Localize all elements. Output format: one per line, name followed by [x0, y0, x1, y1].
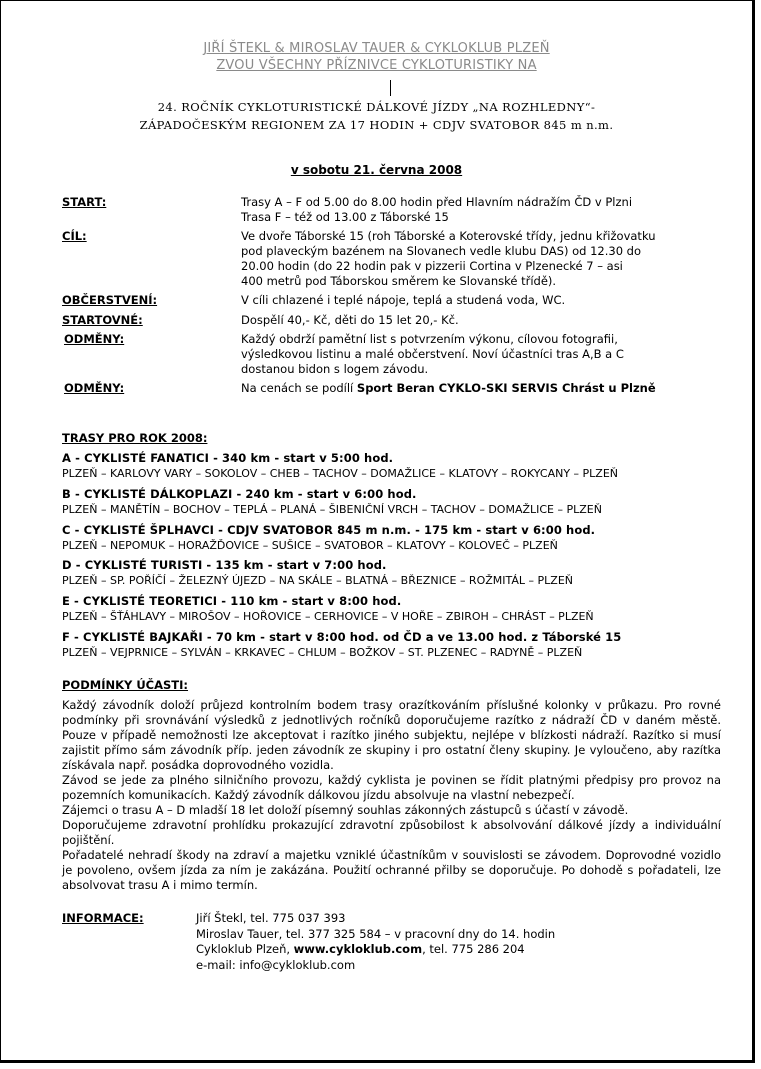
finish-line: pod plaveckým bazénem na Slovanech vedle klubu DAS) od 12.30 do [241, 244, 641, 258]
club-phone: , tel. 775 286 204 [422, 942, 525, 956]
routes-heading: TRASY PRO ROK 2008: [62, 431, 208, 445]
sponsor-prefix: Na cenách se podílí [241, 381, 357, 395]
rewards-line: Každý obdrží pamětní list s potvrzením výkonu, cílovou fotografii, [241, 332, 618, 346]
info-label: INFORMACE: [62, 911, 144, 925]
finish-label: CÍL: [62, 229, 87, 243]
event-date: v sobotu 21. června 2008 [290, 163, 463, 177]
start-label: START: [62, 195, 107, 209]
info-contact-club [196, 942, 555, 958]
route-title: E - CYKLISTÉ TEORETICI - 110 km - start v 8:00 hod. [62, 594, 402, 608]
info-contacts [196, 911, 555, 973]
route-title: B - CYKLISTÉ DÁLKOPLAZI - 240 km - start v 6:00 hod. [62, 487, 417, 501]
refreshment-label: OBČERSTVENÍ: [62, 293, 158, 307]
conditions-paragraph: Každý závodník doloží průjezd kontrolním bodem trasy orazítkováním příslušné kolonky v průkazu. Pro rovné podmínky při srovnávání výsledků z jednotlivých ročníků doporučujeme razítko z nádraží ČD v daném městě. Pouze v případě nemožnosti lze akceptovat i razítko jiného subjektu, nejlépe v blízkosti nádraží. Razítko si musí zajistit přímo sám závodník příp. jeden závodník ze skupiny i pro ostatní členy skupiny. Je vyloučeno, aby razítka získávala např. posádka doprovodného vozidla. [62, 698, 721, 772]
conditions-paragraph: Zájemci o trasu A – D mladší 18 let doloží písemný souhlas zákonných zástupců s účastí v závodě. [62, 803, 629, 817]
finish-line: Ve dvoře Táborské 15 (roh Táborské a Koterovské třídy, jednu křižovatku [241, 229, 656, 243]
finish-line: 400 metrů pod Táborskou směrem ke Slovanské třídě). [241, 274, 557, 288]
header-invitation: ZVOU VŠECHNY PŘÍZNIVCE CYKLOTURISTIKY NA [216, 58, 537, 73]
conditions-body [62, 698, 721, 893]
route-course: PLZEŇ – KARLOVY VARY – SOKOLOV – CHEB – TACHOV – DOMAŽLICE – KLATOVY – ROKYCANY – PLZEŇ [62, 467, 619, 480]
sponsor-name: Sport Beran CYKLO-SKI SERVIS Chrást u Plzně [356, 381, 656, 395]
rewards-value [241, 332, 721, 377]
finish-line: 20.00 hodin (do 22 hodin pak v pizzerii Cortina v Plzenecké 7 – asi [241, 259, 623, 273]
start-line: Trasy A – F od 5.00 do 8.00 hodin před Hlavním nádražím ČD v Plzni [241, 195, 633, 209]
start-line: Trasa F – též od 13.00 z Táborské 15 [241, 210, 449, 224]
route-course: PLZEŇ – VEJPRNICE – SYLVÁN – KRKAVEC – CHLUM – BOŽKOV – ST. PLZENEC – RADYNĚ – PLZEŇ [62, 646, 583, 659]
rewards-label: ODMĚNY: [64, 332, 125, 346]
info-email[interactable]: e-mail: info@cykloklub.com [196, 957, 356, 972]
header-event-title: 24. ROČNÍK CYKLOTURISTICKÉ DÁLKOVÉ JÍZDY „NA ROZHLEDNY“- [157, 100, 596, 114]
route-title: F - CYKLISTÉ BAJKAŘI - 70 km - start v 8:00 hod. od ČD a ve 13.00 hod. z Táborské 15 [62, 630, 622, 644]
route-course: PLZEŇ – MANĚTÍN – BOCHOV – TEPLÁ – PLANÁ – ŠIBENIČNÍ VRCH – TACHOV – DOMAŽLICE – PLZEŇ [62, 503, 602, 516]
text-cursor [390, 80, 391, 96]
conditions-paragraph: Doporučujeme zdravotní prohlídku prokazující zdravotní způsobilost k absolvování dálkové jízdy a individuální pojištění. [62, 818, 721, 847]
route-title: C - CYKLISTÉ ŠPLHAVCI - CDJV SVATOBOR 845 m n.m. - 175 km - start v 6:00 hod. [62, 523, 596, 537]
entry-fee-value: Dospělí 40,- Kč, děti do 15 let 20,- Kč. [241, 313, 459, 327]
finish-value [241, 229, 721, 289]
refreshment-value: V cíli chlazené i teplé nápoje, teplá a studená voda, WC. [241, 293, 566, 307]
route-course: PLZEŇ – NEPOMUK – HORAŽĎOVICE – SUŠICE – SVATOBOR – KLATOVY – KOLOVEČ – PLZEŇ [62, 539, 558, 552]
sponsor-value [241, 381, 741, 396]
header-event-subtitle: ZÁPADOČESKÝM REGIONEM ZA 17 HODIN + CDJV SVATOBOR 845 m n.m. [139, 118, 614, 132]
entry-fee-label: STARTOVNÉ: [62, 313, 143, 327]
route-title: D - CYKLISTÉ TURISTI - 135 km - start v 7:00 hod. [62, 558, 387, 572]
route-course: PLZEŇ – ŠŤÁHLAVY – MIROŠOV – HOŘOVICE – CERHOVICE – V HOŘE – ZBIROH – CHRÁST – PLZEŇ [62, 610, 594, 623]
info-contact-stekl: Jiří Štekl, tel. 775 037 393 [196, 911, 346, 925]
start-value [241, 195, 721, 225]
rewards-line: výsledkovou listinu a malé občerstvení. Noví účastníci tras A,B a C [241, 347, 624, 361]
conditions-paragraph: Závod se jede za plného silničního provozu, každý cyklista je povinen se řídit platnými předpisy pro provoz na pozemních komunikacích. Každý závodník dálkovou jízdu absolvuje na vlastní nebezpečí. [62, 773, 721, 802]
info-contact-tauer: Miroslav Tauer, tel. 377 325 584 – v pracovní dny do 14. hodin [196, 926, 556, 941]
sponsor-label: ODMĚNY: [64, 381, 125, 395]
rewards-line: dostanou bidon s logem závodu. [241, 362, 429, 376]
club-name: Cykloklub Plzeň, [196, 942, 294, 956]
route-title: A - CYKLISTÉ FANATICI - 340 km - start v 5:00 hod. [62, 451, 394, 465]
conditions-heading: PODMÍNKY ÚČASTI: [62, 678, 189, 692]
route-course: PLZEŇ – SP. POŘÍČÍ – ŽELEZNÝ ÚJEZD – NA SKÁLE – BLATNÁ – BŘEZNICE – ROŽMITÁL – PLZEŇ [62, 574, 573, 587]
header-organizers: JIŘÍ ŠTEKL & MIROSLAV TAUER & CYKLOKLUB PLZEŇ [203, 41, 550, 56]
conditions-paragraph: Pořadatelé nehradí škody na zdraví a majetku vzniklé účastníkům v souvislosti se závodem. Doprovodné vozidlo je povoleno, ovšem jízda za ním je zakázána. Použití ochranné přilby se doporučuje. Po dohodě s pořadateli, lze absolvovat trasu A i mimo termín. [62, 848, 721, 892]
club-website-link[interactable]: www.cykloklub.com [293, 942, 423, 956]
